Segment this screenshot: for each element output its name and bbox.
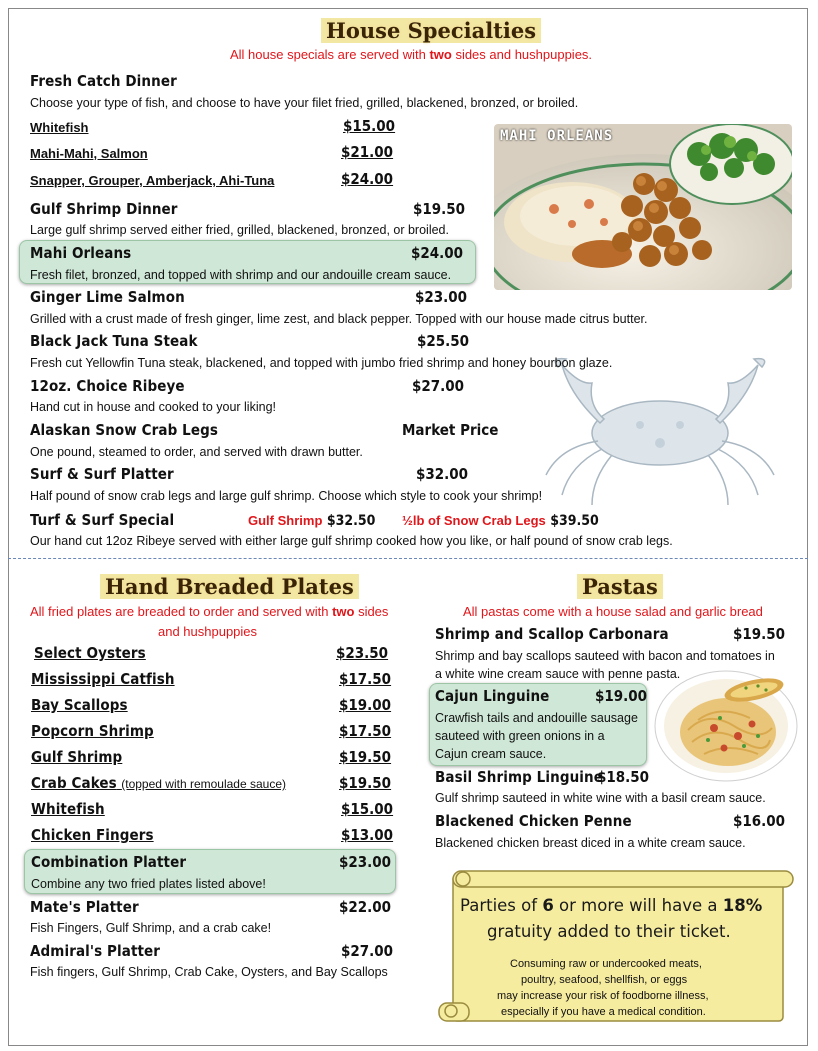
plate-name: Combination Platter [31,853,187,871]
plate-name: Whitefish [31,800,105,818]
menu-item-name: Turf & Surf Special [30,511,175,529]
menu-item-price: $25.50 [417,332,470,350]
menu-item-price: $19.50 [413,200,466,218]
pasta-desc: Shrimp and bay scallops sauteed with bacon and tomatoes in [435,649,775,663]
menu-item-price: $27.00 [412,377,465,395]
pasta-desc: Gulf shrimp sauteed in white wine with a basil cream sauce. [435,791,766,805]
pasta-price: $19.00 [595,687,648,705]
menu-item-name: Surf & Surf Platter [30,465,174,483]
plate-name-with-note: Crab Cakes (topped with remoulade sauce) [31,774,287,792]
gratuity-line2: gratuity added to their ticket. [487,922,731,941]
fresh-catch-name: Fresh Catch Dinner [30,72,177,90]
menu-item-name: Gulf Shrimp Dinner [30,200,178,218]
plate-name: Mississippi Catfish [31,670,175,688]
plate-name: Admiral's Platter [30,942,161,960]
plate-name: Chicken Fingers [31,826,154,844]
menu-item-price: $32.00 [416,465,469,483]
plate-price: $19.50 [339,774,392,792]
menu-item-price: $24.00 [411,244,464,262]
menu-item-name: Black Jack Tuna Steak [30,332,198,350]
consumer-warning: may increase your risk of foodborne illness, [497,990,709,1002]
mahi-orleans-photo [494,124,792,290]
section-divider [8,558,808,559]
plate-price: $27.00 [341,942,394,960]
cajun-linguine-photo [654,670,798,782]
plate-desc: Combine any two fried plates listed above! [31,877,266,891]
menu-item-desc: Our hand cut 12oz Ribeye served with either large gulf shrimp cooked how you like, or half pound of snow crab legs. [30,534,673,548]
plate-price: $17.50 [339,670,392,688]
house-note: All house specials are served with two sides and hushpuppies. [230,47,593,62]
plate-name: Bay Scallops [31,696,128,714]
plate-price: $13.00 [341,826,394,844]
plate-desc: Fish fingers, Gulf Shrimp, Crab Cake, Oysters, and Bay Scallops [30,965,388,979]
menu-item-name: Ginger Lime Salmon [30,288,185,306]
pasta-name: Blackened Chicken Penne [435,812,632,830]
crab-illustration [540,355,780,510]
menu-item-name: 12oz. Choice Ribeye [30,377,185,395]
fresh-catch-option-price: $21.00 [341,143,394,161]
plate-price: $15.00 [341,800,394,818]
plate-price: $19.50 [339,748,392,766]
fresh-catch-option-price: $15.00 [343,117,396,135]
fresh-catch-option-name: Snapper, Grouper, Amberjack, Ahi-Tuna [30,173,275,188]
menu-item-desc: Hand cut in house and cooked to your liking! [30,400,276,414]
consumer-warning: poultry, seafood, shellfish, or eggs [521,974,688,986]
hand-breaded-title: Hand Breaded Plates [100,574,359,599]
pasta-desc: Cajun cream sauce. [435,747,547,761]
breaded-note: All fried plates are breaded to order and served with two sides [30,604,389,619]
plate-name: Select Oysters [34,644,146,662]
fresh-catch-option-price: $24.00 [341,170,394,188]
turf-option-shrimp: Gulf Shrimp $32.50 [248,513,376,529]
plate-price: $22.00 [339,898,392,916]
plate-price: $23.00 [339,853,392,871]
house-specialties-title: House Specialties [321,18,541,43]
turf-option-crab: ½lb of Snow Crab Legs $39.50 [402,513,599,529]
menu-item-price: $23.00 [415,288,468,306]
menu-item-name: Mahi Orleans [30,244,132,262]
plate-name: Mate's Platter [30,898,139,916]
pasta-price: $19.50 [733,625,786,643]
plate-price: $19.00 [339,696,392,714]
plate-desc: Fish Fingers, Gulf Shrimp, and a crab cake! [30,921,272,935]
fresh-catch-desc: Choose your type of fish, and choose to have your filet fried, grilled, blackened, bronzed, or broiled. [30,96,579,110]
gratuity-line1: Parties of 6 or more will have a 18% [460,896,763,915]
fresh-catch-option-name: Mahi-Mahi, Salmon [30,146,148,161]
fresh-catch-option-name: Whitefish [30,120,89,135]
menu-item-desc: One pound, steamed to order, and served with drawn butter. [30,445,363,459]
pasta-desc: sauteed with green onions in a [435,729,605,743]
plate-price: $17.50 [339,722,392,740]
menu-item-name: Alaskan Snow Crab Legs [30,421,219,439]
pasta-desc: Crawfish tails and andouille sausage [435,711,638,725]
plate-price: $23.50 [336,644,389,662]
consumer-warning: Consuming raw or undercooked meats, [510,958,702,970]
menu-item-desc: Fresh cut Yellowfin Tuna steak, blackened, and topped with jumbo fried shrimp and honey bourbon glaze. [30,356,613,370]
pasta-price: $18.50 [597,768,650,786]
menu-item-price: Market Price [402,421,499,439]
pasta-name: Shrimp and Scallop Carbonara [435,625,669,643]
pasta-desc: a white wine cream sauce with penne pasta. [435,667,681,681]
menu-item-desc: Fresh filet, bronzed, and topped with shrimp and our andouille cream sauce. [30,268,452,282]
breaded-note-line2: and hushpuppies [158,624,258,639]
pasta-price: $16.00 [733,812,786,830]
plate-name: Gulf Shrimp [31,748,123,766]
pastas-note: All pastas come with a house salad and garlic bread [463,604,763,619]
pasta-desc: Blackened chicken breast diced in a white cream sauce. [435,836,746,850]
pastas-title: Pastas [577,574,663,599]
menu-item-desc: Grilled with a crust made of fresh ginger, lime zest, and black pepper. Topped with our house made citrus butter. [30,312,648,326]
consumer-warning: especially if you have a medical condition. [501,1006,706,1018]
menu-item-desc: Half pound of snow crab legs and large gulf shrimp. Choose which style to cook your shrimp! [30,489,543,503]
plate-name: Popcorn Shrimp [31,722,154,740]
menu-item-desc: Large gulf shrimp served either fried, grilled, blackened, bronzed, or broiled. [30,223,449,237]
pasta-name: Cajun Linguine [435,687,550,705]
photo-label: MAHI ORLEANS [500,128,614,144]
pasta-name: Basil Shrimp Linguine [435,768,603,786]
gratuity-notice-scroll [437,867,795,1025]
